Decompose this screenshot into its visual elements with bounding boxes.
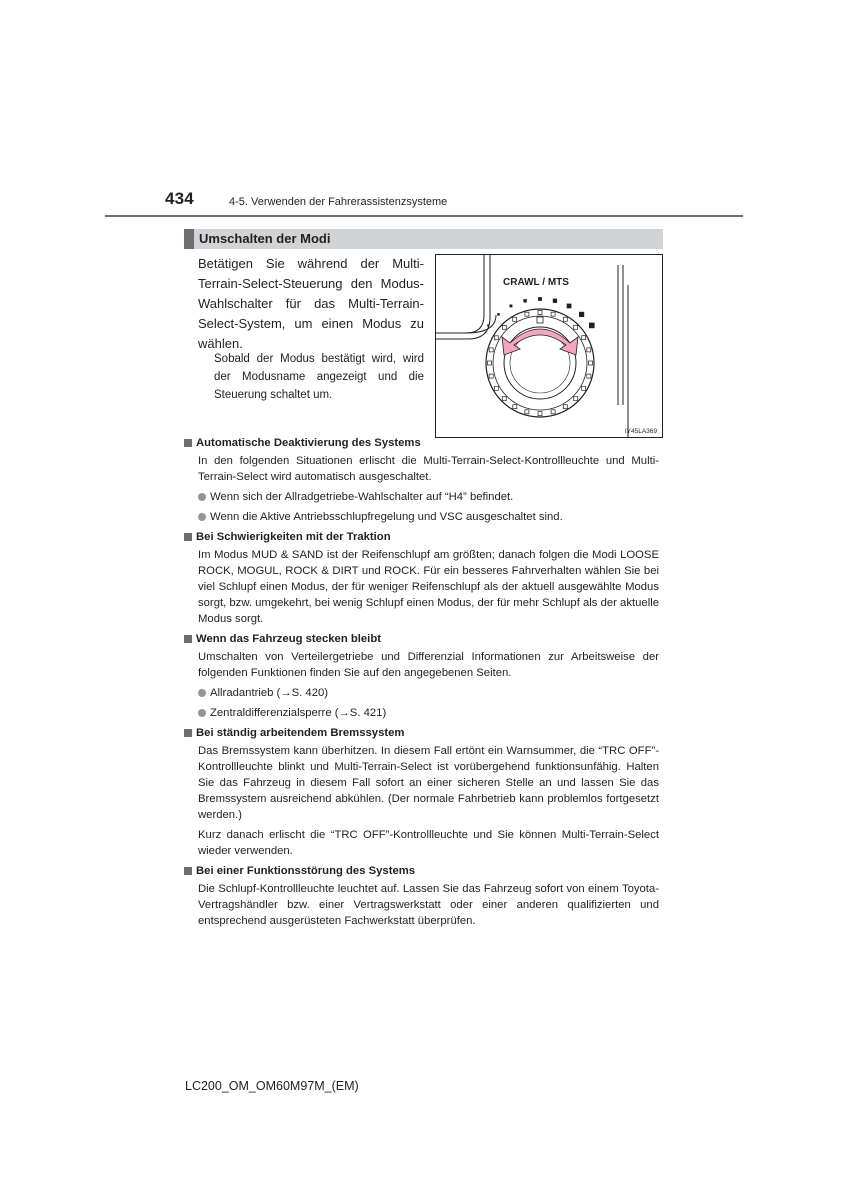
dial-grip-tick — [587, 374, 591, 378]
circle-bullet-icon — [198, 709, 206, 717]
dial-grip-tick — [551, 312, 555, 316]
square-bullet-icon — [184, 635, 192, 643]
dial-grip-tick — [513, 317, 517, 321]
dial-grip-tick — [563, 317, 567, 321]
bullet-item: Wenn die Aktive Antriebsschlupfregelung und VSC ausgeschaltet sind. — [210, 511, 563, 523]
square-bullet-icon — [184, 729, 192, 737]
bullet-item: Allradantrieb (→S. 420) — [210, 687, 329, 699]
crawl-mts-label: CRAWL / MTS — [503, 277, 569, 288]
mode-position-mark — [510, 305, 513, 308]
block-paragraph: Im Modus MUD & SAND ist der Reifenschlupf am größten; danach folgen die Modi LOOSE ROCK, MOGUL, ROCK & DIRT und ROCK. Für ein besseres Fahrverhalten wählen Sie bei viel Schlupf einen Modus, der für weniger Reifenschlupf als der aktuell ausgewählte Modus sorgt, bzw. umgekehrt, bei wenig Schlupf einen Modus, der für mehr Schlupf als der aktuelle Modus sorgt. — [198, 549, 659, 625]
dial-grip-tick — [587, 348, 591, 352]
block-heading: Bei ständig arbeitendem Bremssystem — [196, 727, 405, 739]
mode-switch-figure — [435, 254, 663, 438]
dial-grip-tick — [502, 397, 506, 401]
section-heading: Umschalten der Modi — [184, 229, 663, 249]
block-heading: Bei einer Funktionsstörung des Systems — [196, 865, 416, 877]
block-paragraph: Das Bremssystem kann überhitzen. In diesem Fall ertönt ein Warnsummer, die “TRC OFF”-Kontrollleuchte blinkt und Multi-Terrain-Select ist vorübergehend funktionsunfähig. Halten Sie das Fahrzeug in diesem Fall sofort an einer sicheren Stelle an und lassen Sie das Bremssystem ausreichend abkühlen. (Der normale Fahrbetrieb kann problemlos fortgesetzt werden.) — [198, 745, 659, 821]
chapter-title: 4-5. Verwenden der Fahrerassistenzsysteme — [229, 196, 448, 208]
block-paragraph: Umschalten von Verteilergetriebe und Differenzial Informationen zur Arbeitsweise der folgenden Funktionen finden Sie auf den angegebenen Seiten. — [198, 651, 659, 679]
mode-position-mark — [523, 299, 526, 302]
dial-grip-tick — [538, 311, 542, 315]
block-traction — [184, 529, 659, 627]
intro-note: Sobald der Modus bestätigt wird, wird der Modusname angezeigt und die Steuerung schaltet um. — [214, 353, 424, 401]
dial-grip-tick — [538, 412, 542, 416]
block-stuck — [184, 631, 659, 721]
square-bullet-icon — [184, 439, 192, 447]
dial-grip-tick — [494, 336, 498, 340]
square-bullet-icon — [184, 533, 192, 541]
block-paragraph: Kurz danach erlischt die “TRC OFF”-Kontrollleuchte und Sie können Multi-Terrain-Select wieder verwenden. — [198, 829, 659, 857]
figure-code: IY45LA369 — [624, 428, 657, 435]
dial-grip-tick — [551, 410, 555, 414]
dial-grip-tick — [574, 397, 578, 401]
dial-grip-tick — [489, 374, 493, 378]
page-number: 434 — [165, 189, 194, 208]
dial-grip-tick — [574, 325, 578, 329]
mode-position-mark — [487, 324, 489, 326]
dial-grip-tick — [582, 336, 586, 340]
block-malfunction — [184, 863, 659, 929]
circle-bullet-icon — [198, 513, 206, 521]
content-blocks — [184, 432, 659, 933]
block-heading: Automatische Deaktivierung des Systems — [196, 437, 421, 449]
block-paragraph: In den folgenden Situationen erlischt die Multi-Terrain-Select-Kontrollleuchte und Multi-Terrain-Select wird automatisch ausgeschaltet. — [198, 455, 659, 483]
mode-switch-illustration — [436, 255, 663, 438]
intro-paragraph: Betätigen Sie während der Multi-Terrain-Select-Steuerung den Modus-Wahlschalter für das Multi-Terrain-Select-System, um einen Modus zu wählen. — [198, 256, 424, 351]
bullet-item: Zentraldifferenzialsperre (→S. 421) — [210, 707, 387, 719]
dial-grip-tick — [494, 386, 498, 390]
mode-position-mark — [567, 304, 572, 309]
dial-knob — [486, 297, 595, 417]
block-brake-system — [184, 725, 659, 859]
mode-position-mark — [553, 299, 557, 303]
block-heading: Bei Schwierigkeiten mit der Traktion — [196, 531, 391, 543]
bullet-item: Wenn sich der Allradgetriebe-Wahlschalter auf “H4” befindet. — [210, 491, 514, 503]
header-rule — [105, 215, 743, 217]
square-bullet-icon — [184, 867, 192, 875]
dial-grip-tick — [513, 405, 517, 409]
document-code: LC200_OM_OM60M97M_(EM) — [185, 1079, 359, 1093]
dial-grip-tick — [502, 325, 506, 329]
block-auto-deactivation — [184, 435, 659, 525]
mode-position-mark — [579, 312, 584, 317]
dial-grip-tick — [525, 312, 529, 316]
dial-grip-tick — [489, 348, 493, 352]
dial-grip-tick — [488, 361, 492, 365]
dial-grip-tick — [525, 410, 529, 414]
dial-grip-tick — [589, 361, 593, 365]
block-heading: Wenn das Fahrzeug stecken bleibt — [196, 633, 381, 645]
mode-position-mark — [538, 297, 542, 301]
mode-position-mark — [497, 313, 500, 316]
mode-position-mark — [589, 323, 595, 329]
circle-bullet-icon — [198, 689, 206, 697]
dial-grip-tick — [563, 405, 567, 409]
block-paragraph: Die Schlupf-Kontrollleuchte leuchtet auf. Lassen Sie das Fahrzeug sofort von einem Toyota-Vertragshändler bzw. einer Vertragswerkstatt oder einer anderen qualifizierten und entsprechend ausgerüsteten Fachwerkstatt überprüfen. — [198, 883, 659, 927]
dial-grip-tick — [582, 386, 586, 390]
circle-bullet-icon — [198, 493, 206, 501]
